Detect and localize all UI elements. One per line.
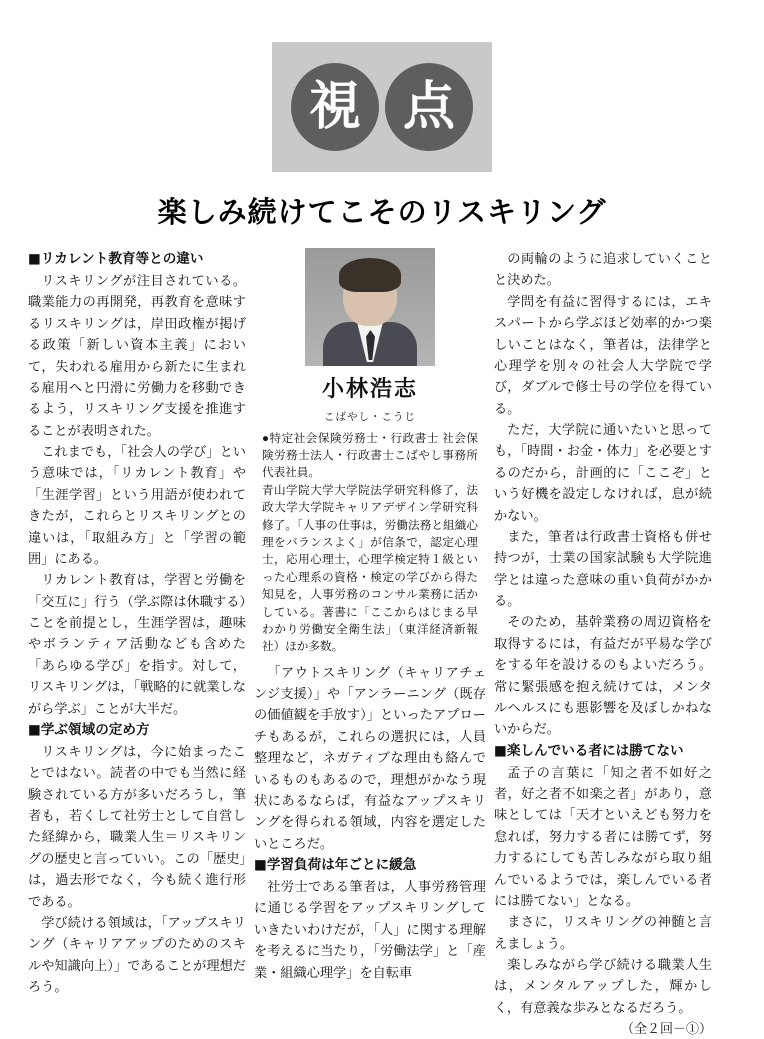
- author-bio: [262, 430, 490, 656]
- article-headline: 楽しみ続けてこそのリスキリング: [157, 195, 607, 229]
- body-paragraph: そのため，基幹業務の周辺資格を取得するには，有益だが平易な学びをする年を設けるのもよいだろう。常に緊張感を抱え続けては，メンタルヘルスにも悪影響を及ぼしかねないからだ。: [494, 614, 712, 737]
- series-note: （全２回－①）: [620, 1021, 712, 1037]
- body-paragraph: また，筆者は行政書士資格も併せ持つが，士業の国家試験も大学院進学とは違った意味の重い負荷がかかる。: [494, 528, 712, 608]
- author-bio-line-2: 青山学院大学大学院法学研究科修了，法政大学大学院キャリアデザイン学研究科修了。「人事の仕事は，労働法務と組織心理をバランスよく」が信条で，認定心理士，応用心理士，心理学検定特１級といった心理系の資格・検定の学びから得た知見を，人事労務のコンサル業務に活かしている。著書に「ここからはじまる早わかり労働安全衛生法」（東洋経済新報社）ほか多数。: [262, 483, 478, 654]
- author-bio-line-1: ●特定社会保険労務士・行政書士 社会保険労務士法人・行政書士こばやし事務所 代表社員。: [262, 431, 490, 480]
- body-paragraph: これまでも，「社会人の学び」という意味では，「リカレント教育」や「生涯学習」という用語が使われてきたが，これらとリスキリングとの違いは，「取組み方」と「学習の範囲」にある。: [28, 444, 246, 566]
- article-columns: [24, 248, 740, 1037]
- text-column-right: [24, 248, 250, 998]
- section-subheading: ■学習負荷は年ごとに緩急: [254, 857, 417, 874]
- masthead-char-2: 点: [385, 63, 473, 151]
- body-paragraph: リスキリングは，今に始まったことではない。読者の中でも当然に経験されている方が多いだろうし，筆者も，若くして社労士として自営した経緯から，職業人生＝リスキリングの歴史と言っていい。この「歴史」は，過去形でなく，今も続く進行形である。: [28, 743, 246, 909]
- body-paragraph: まさに，リスキリングの神髄と言えましょう。: [494, 914, 712, 951]
- text-column-left: [490, 248, 716, 1037]
- text-column-middle-body: [254, 662, 486, 983]
- body-paragraph: 楽しみながら学び続ける職業人生は，メンタルアップした，輝かしく，有意義な歩みとなるだろう。: [494, 957, 712, 1015]
- body-paragraph: ただ，大学院に通いたいと思っても，「時間・お金・体力」を必要とするのだから，計画的に「ここぞ」という好機を設定しなければ，息が続かない。: [494, 422, 712, 523]
- body-paragraph: 「アウトスキリング（キャリアチェンジ支援）」や「アンラーニング（既存の価値観を手放す）」といったアプローチもあるが，これらの選択には，人員整理など，ネガティブな理由も絡んでいるものもあるので，理想がかなう現状にあるならば，有益なアップスキリングを得られる領域，内容を選定したいところだ。: [254, 664, 486, 851]
- author-photo: [305, 248, 435, 366]
- text-column-middle: [250, 248, 490, 998]
- section-subheading: ■学ぶ領域の定め方: [28, 721, 150, 738]
- masthead-char-1: 視: [291, 63, 379, 151]
- body-paragraph: 学問を有益に習得するには，エキスパートから学ぶほど効率的かつ楽しいことはなく，筆者は，法律学と心理学を別々の社会人大学院で学び，ダブルで修士号の学位を得ている。: [494, 293, 712, 416]
- body-paragraph: リカレント教育は，学習と労働を「交互に」行う（学ぶ際は休職する）ことを前提とし，生涯学習は，趣味やボランティア活動なども含めた「あらゆる学び」を指す。対して，リスキリングは，「戦略的に就業しながら学ぶ」ことが大半だ。: [28, 572, 246, 716]
- body-paragraph: の両輪のように追求していくことと決めた。: [494, 251, 712, 288]
- section-subheading: ■リカレント教育等との違い: [28, 251, 204, 267]
- body-paragraph: 学び続ける領域は，「アップスキリング（キャリアアップのためのスキルや知識向上）」であることが理想だろう。: [28, 914, 246, 995]
- body-paragraph: 社労士である筆者は，人事労務管理に通じる学習をアップスキリングしていきたいわけだが，「人」に関する理解を考えるに当たり，「労働法学」と「産業・組織心理学」を自転車: [254, 879, 486, 980]
- body-paragraph: 孟子の言葉に「知之者不如好之者，好之者不如楽之者」があり，意味としては「天才といえども努力を怠れば，努力する者には勝てず，努力するにしても苦しみながら取り組んでいるようでは，楽しんでいる者には勝てない」となる。: [494, 764, 712, 908]
- section-subheading: ■楽しんでいる者には勝てない: [494, 742, 684, 759]
- body-paragraph: リスキリングが注目されている。職業能力の再開発，再教育を意味するリスキリングは，岸田政権が掲げる政策「新しい資本主義」において，失われる雇用から新たに生まれる雇用へと円滑に労働力を移動できるよう，リスキリング支援を推進することが表明された。: [28, 273, 246, 438]
- masthead-banner: [272, 42, 492, 172]
- author-name-kana: こばやし・こうじ: [324, 411, 416, 423]
- author-name: 小林浩志: [321, 377, 418, 402]
- author-profile: [262, 248, 490, 656]
